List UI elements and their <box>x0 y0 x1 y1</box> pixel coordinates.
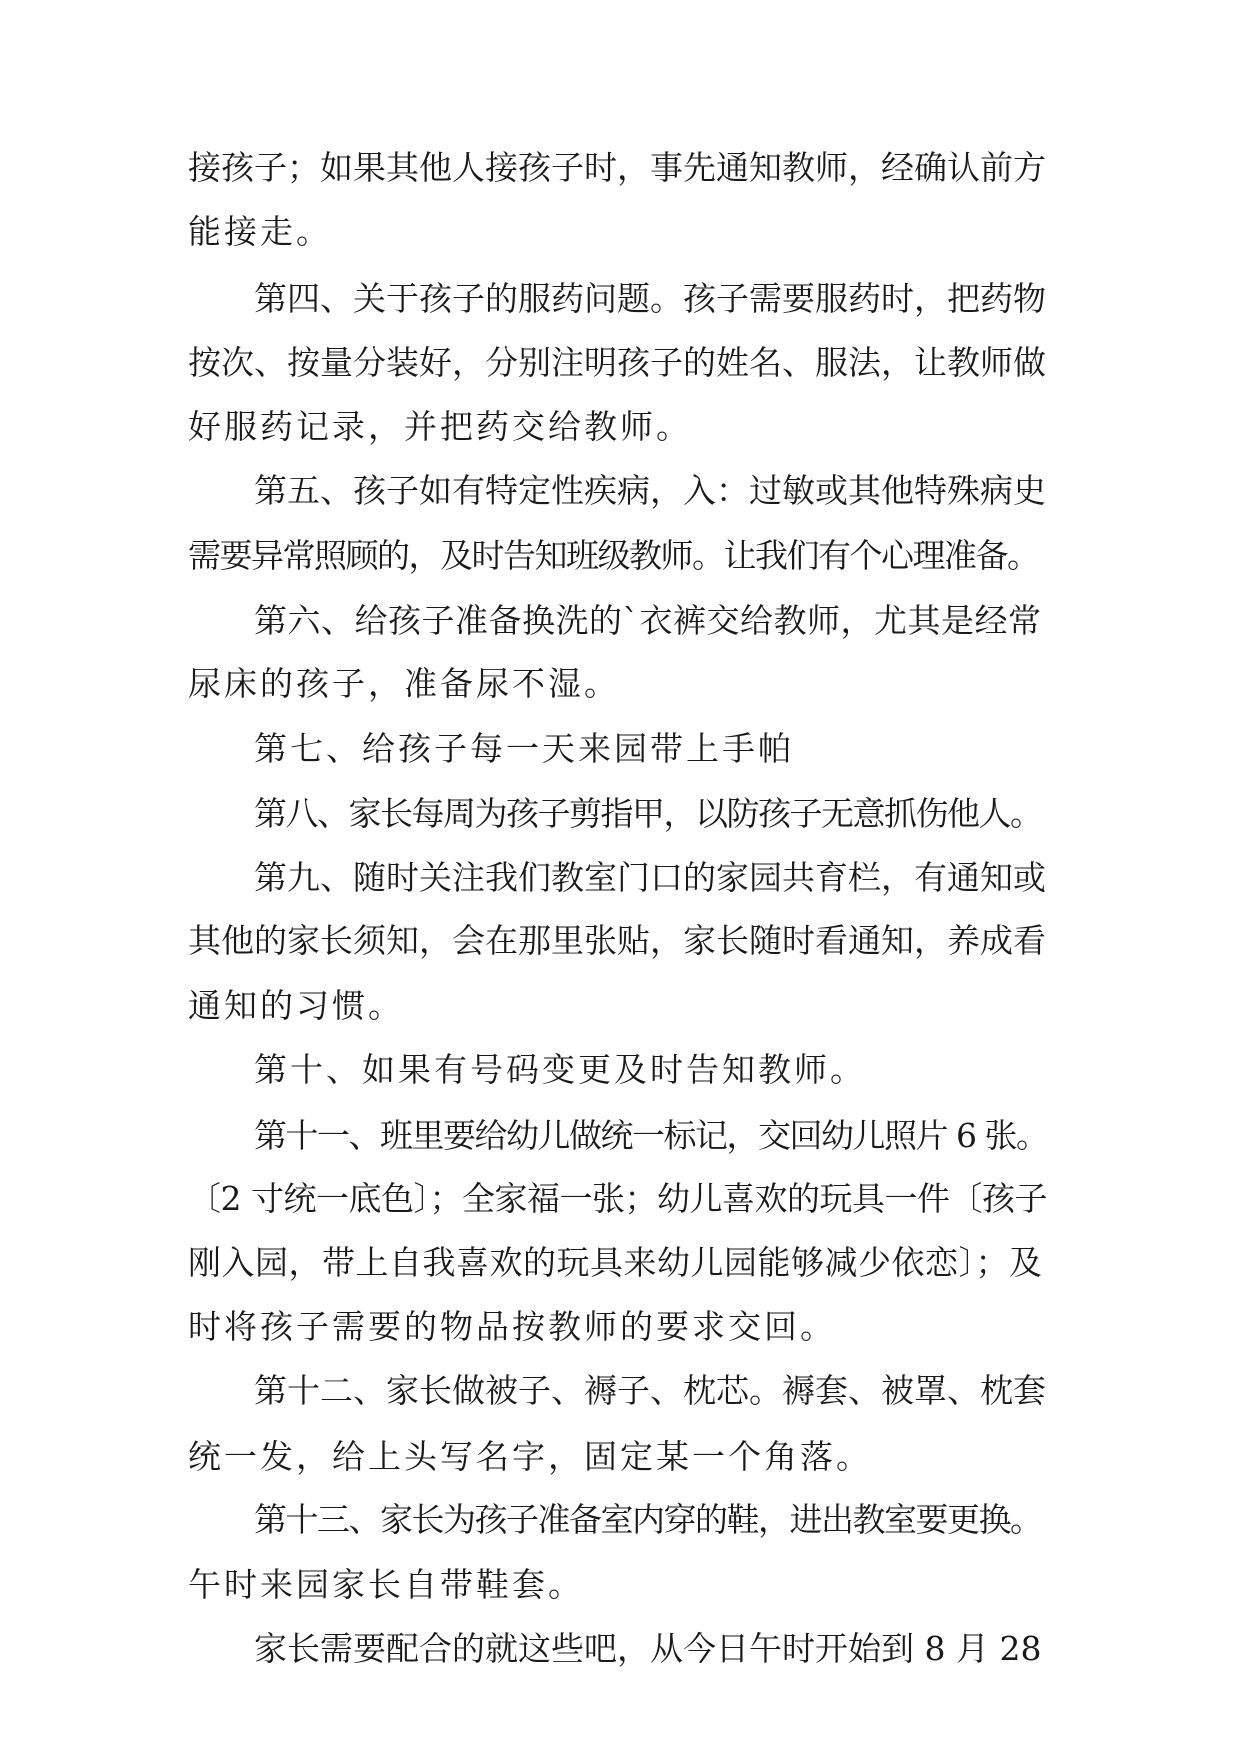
text-line: 按次、按量分装好，分别注明孩子的姓名、服法，让教师做 <box>188 343 1046 382</box>
text-line: 〔2 寸统一底色〕；全家福一张；幼儿喜欢的玩具一件〔孩子 <box>188 1179 1047 1218</box>
text-line: 接孩子；如果其他人接孩子时，事先通知教师，经确认前方 <box>188 148 1046 187</box>
text-line: 通知的习惯。 <box>188 986 404 1025</box>
text-line: 第六、给孩子准备换洗的`衣裤交给教师，尤其是经常 <box>254 601 1042 640</box>
text-line: 时将孩子需要的物品按教师的要求交回。 <box>188 1307 836 1346</box>
text-line: 第八、家长每周为孩子剪指甲，以防孩子无意抓伤他人。 <box>254 794 1042 833</box>
text-line: 第十一、班里要给幼儿做统一标记，交回幼儿照片 6 张。 <box>254 1116 1048 1155</box>
text-line: 好服药记录，并把药交给教师。 <box>188 407 692 446</box>
text-line: 第十二、家长做被子、褥子、枕芯。褥套、被罩、枕套 <box>254 1371 1046 1410</box>
text-line: 需要异常照顾的，及时告知班级教师。让我们有个心理准备。 <box>188 536 1039 575</box>
text-line: 第十、如果有号码变更及时告知教师。 <box>254 1050 866 1089</box>
text-line: 其他的家长须知，会在那里张贴，家长随时看通知，养成看 <box>188 921 1046 960</box>
text-line: 统一发，给上头写名字，固定某一个角落。 <box>188 1437 872 1476</box>
text-line: 第五、孩子如有特定性疾病，入：过敏或其他特殊病史 <box>254 471 1046 510</box>
text-line: 刚入园，带上自我喜欢的玩具来幼儿园能够减少依恋〕；及 <box>188 1243 1043 1282</box>
text-line: 尿床的孩子，准备尿不湿。 <box>188 664 620 703</box>
text-line: 第九、随时关注我们教室门口的家园共育栏，有通知或 <box>254 858 1046 897</box>
text-line: 午时来园家长自带鞋套。 <box>188 1565 584 1604</box>
text-line: 第四、关于孩子的服药问题。孩子需要服药时，把药物 <box>254 279 1046 318</box>
text-line: 第七、给孩子每一天来园带上手帕 <box>254 729 794 768</box>
text-line: 家长需要配合的就这些吧，从今日午时开始到 8 月 28 <box>254 1629 1042 1668</box>
text-line: 能接走。 <box>188 212 332 251</box>
text-line: 第十三、家长为孩子准备室内穿的鞋，进出教室要更换。 <box>254 1500 1042 1539</box>
